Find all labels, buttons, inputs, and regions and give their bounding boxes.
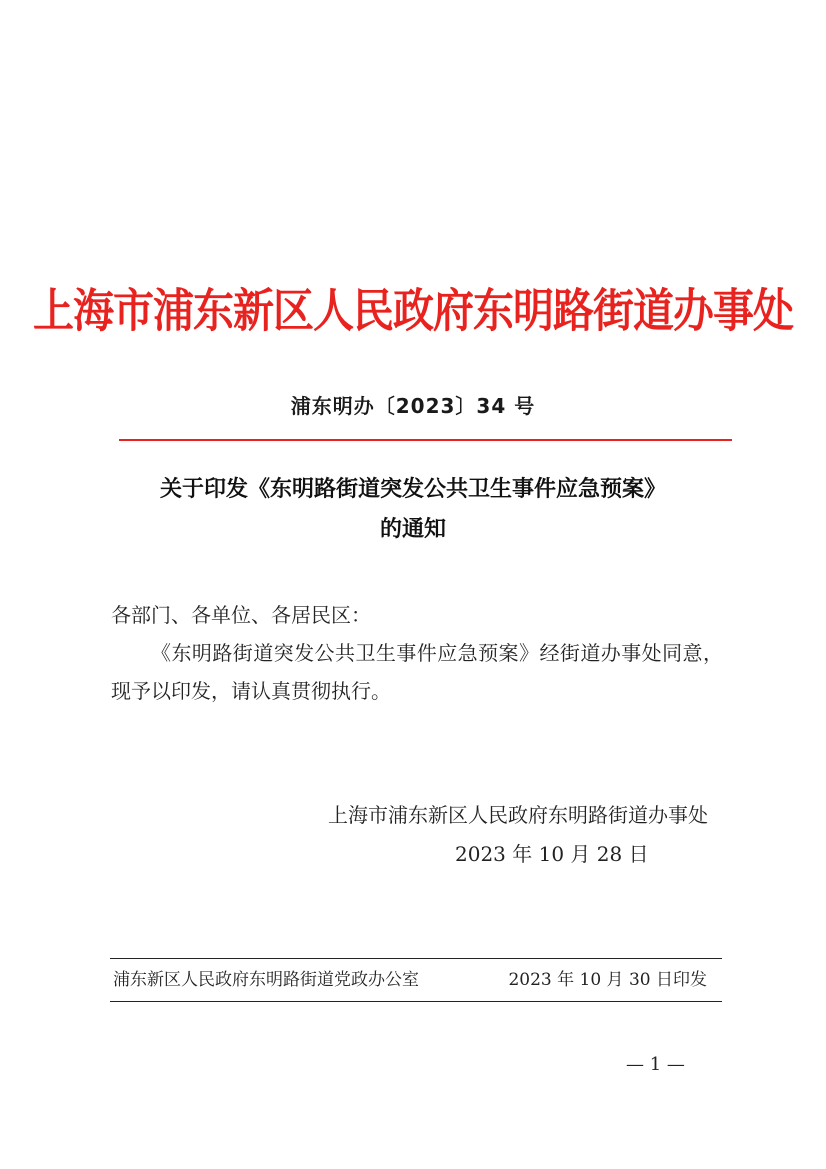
footer-issuer: 浦东新区人民政府东明路街道党政办公室 bbox=[113, 970, 419, 990]
footer-print-date: 2023 年 10 月 30 日印发 bbox=[508, 970, 707, 990]
red-divider bbox=[119, 439, 732, 441]
page-number: — 1 — bbox=[626, 1054, 685, 1075]
footer-top-rule bbox=[110, 958, 722, 959]
document-number: 浦东明办〔2023〕34 号 bbox=[290, 394, 536, 418]
masthead-title: 上海市浦东新区人民政府东明路街道办事处 bbox=[33, 284, 793, 338]
signature-date: 2023 年 10 月 28 日 bbox=[455, 842, 649, 866]
notice-title-line-1: 关于印发《东明路街道突发公共卫生事件应急预案》 bbox=[159, 477, 666, 502]
body-paragraph: 《东明路街道突发公共卫生事件应急预案》经街道办事处同意，现予以印发，请认真贯彻执行。 bbox=[111, 641, 723, 703]
salutation: 各部门、各单位、各居民区： bbox=[111, 603, 371, 627]
notice-title bbox=[0, 470, 826, 550]
footer-info bbox=[113, 965, 707, 995]
notice-title-line-2: 的通知 bbox=[379, 517, 446, 542]
footer-bottom-rule bbox=[110, 1001, 722, 1002]
signature-organization: 上海市浦东新区人民政府东明路街道办事处 bbox=[328, 803, 708, 827]
